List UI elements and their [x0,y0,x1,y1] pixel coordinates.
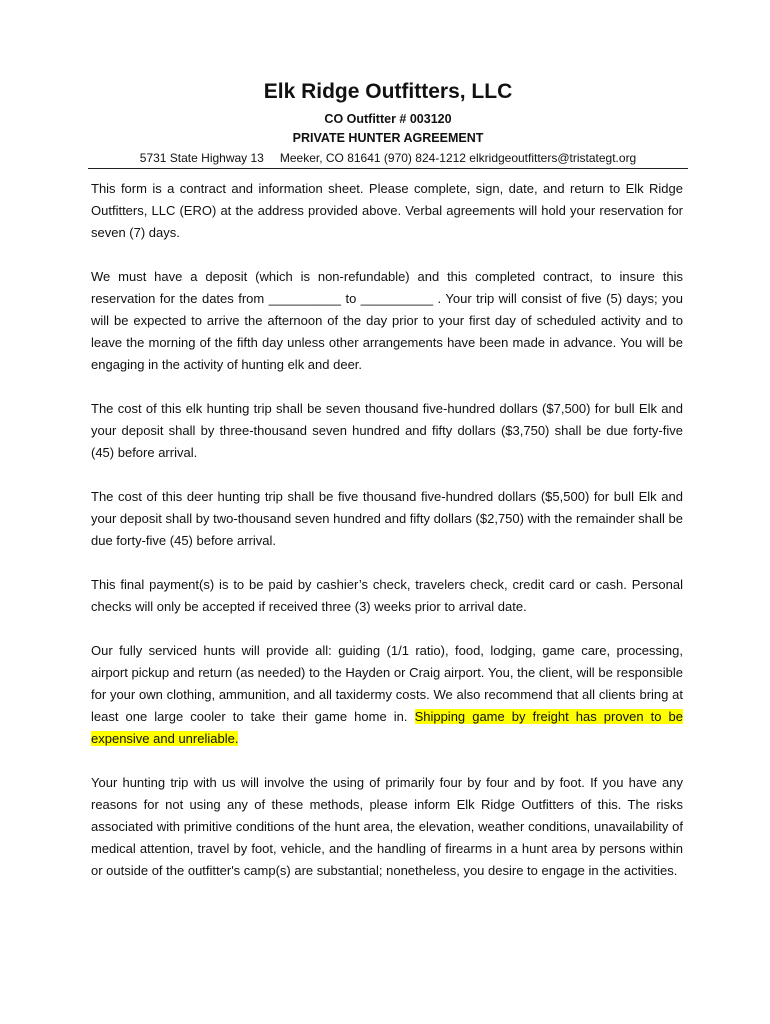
paragraph-deposit: We must have a deposit (which is non-refundable) and this completed contract, to insure this reservation for the dates from __________ to __________ . Your trip will consist of five (5) days; you will be expected to arrive the afternoon of the day prior to your first day of scheduled activity and to leave the morning of the fifth day unless other arrangements have been made in advance. You will be engaging in the activity of hunting elk and deer. [91,269,683,372]
paragraph-deer-cost: The cost of this deer hunting trip shall be five thousand five-hundred dollars ($5,500) for bull Elk and your deposit shall by two-thousand seven hundred and fifty dollars ($2,750) with the remainder shall be due forty-five (45) before arrival. [91,489,683,548]
letterhead [88,78,688,169]
address-line [88,149,688,169]
company-name: Elk Ridge Outfitters, LLC [263,80,513,103]
street-address: 5731 State Highway 13 [139,151,264,165]
paragraph-elk-cost: The cost of this elk hunting trip shall be seven thousand five-hundred dollars ($7,500) for bull Elk and your deposit shall by three-thousand seven hundred and fifty dollars ($3,750) shall be due forty-five (45) before arrival. [91,401,683,460]
paragraph-payment: This final payment(s) is to be paid by cashier’s check, travelers check, credit card or cash. Personal checks will only be accepted if received three (3) weeks prior to arrival date. [91,577,683,614]
agreement-body [91,178,683,904]
services-text: Our fully serviced hunts will provide all: guiding (1/1 ratio), food, lodging, game care, processing, airport pickup and return (as needed) to the Hayden or Craig airport. You, the client, will be responsible for your own clothing, ammunition, and all taxidermy costs. We also recommend that all clients bring at least one large cooler to take their game home in. [91,643,683,724]
agreement-title: PRIVATE HUNTER AGREEMENT [292,131,484,145]
outfitter-number: CO Outfitter # 003120 [324,112,452,126]
paragraph-services [91,640,683,750]
city-phone-email: Meeker, CO 81641 (970) 824-1212 elkridgeoutfitters@tristategt.org [279,151,637,165]
shipping-highlight: Shipping game by freight has proven to be expensive and unreliable. [91,709,683,746]
paragraph-risks: Your hunting trip with us will involve the using of primarily four by four and by foot. If you have any reasons for not using any of these methods, please inform Elk Ridge Outfitters of this. The risks associated with primitive conditions of the hunt area, the elevation, weather conditions, unavailability of medical attention, travel by foot, vehicle, and the handling of firearms in a hunt area by persons within or outside of the outfitter's camp(s) are substantial; nonetheless, you desire to engage in the activities. [91,775,683,878]
paragraph-intro: This form is a contract and information sheet. Please complete, sign, date, and return to Elk Ridge Outfitters, LLC (ERO) at the address provided above. Verbal agreements will hold your reservation for seven (7) days. [91,181,683,240]
